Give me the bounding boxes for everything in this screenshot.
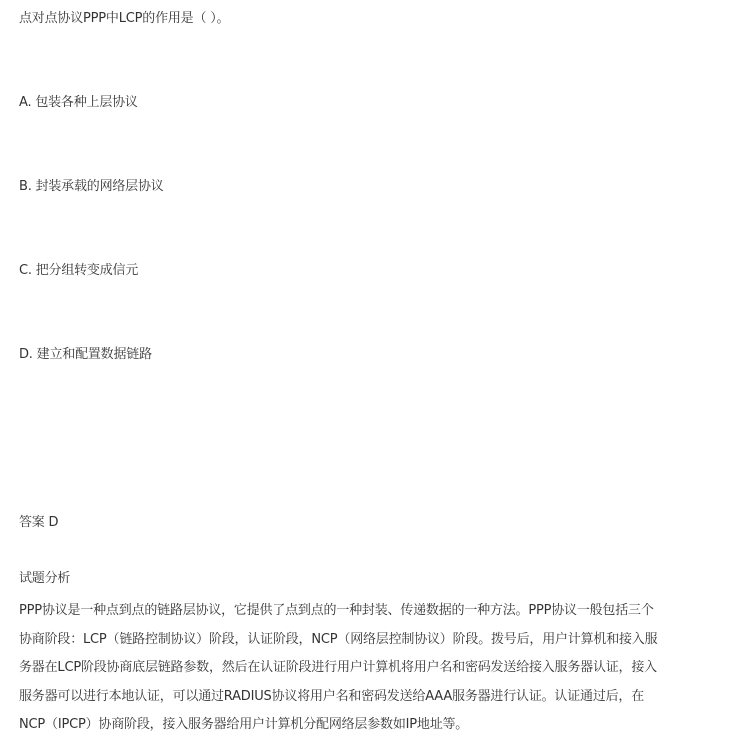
option-a: A. 包装各种上层协议 (19, 95, 138, 110)
analysis-line: PPP协议是一种点到点的链路层协议，它提供了点到点的一种封装、传递数据的一种方法。PPP协议一般包括三个 (19, 603, 654, 618)
analysis-line: NCP（IPCP）协商阶段，接入服务器给用户计算机分配网络层参数如IP地址等。 (19, 717, 469, 732)
analysis-line: 协商阶段：LCP（链路控制协议）阶段，认证阶段，NCP（网络层控制协议）阶段。拨号后，用户计算机和接入服 (19, 631, 658, 647)
option-b: B. 封装承载的网络层协议 (19, 179, 164, 194)
option-d: D. 建立和配置数据链路 (19, 347, 152, 362)
analysis-line: 服务器可以进行本地认证，可以通过RADIUS协议将用户名和密码发送给AAA服务器进行认证。认证通过后，在 (19, 688, 645, 704)
answer-text: 答案 D (19, 515, 59, 530)
analysis-title: 试题分析 (19, 571, 71, 586)
analysis-paragraph (19, 597, 724, 740)
option-c: C. 把分组转变成信元 (19, 263, 139, 278)
question-text: 点对点协议PPP中LCP的作用是（ ）。 (19, 11, 230, 26)
analysis-line: 务器在LCP阶段协商底层链路参数，然后在认证阶段进行用户计算机将用户名和密码发送给接入服务器认证，接入 (19, 660, 657, 675)
